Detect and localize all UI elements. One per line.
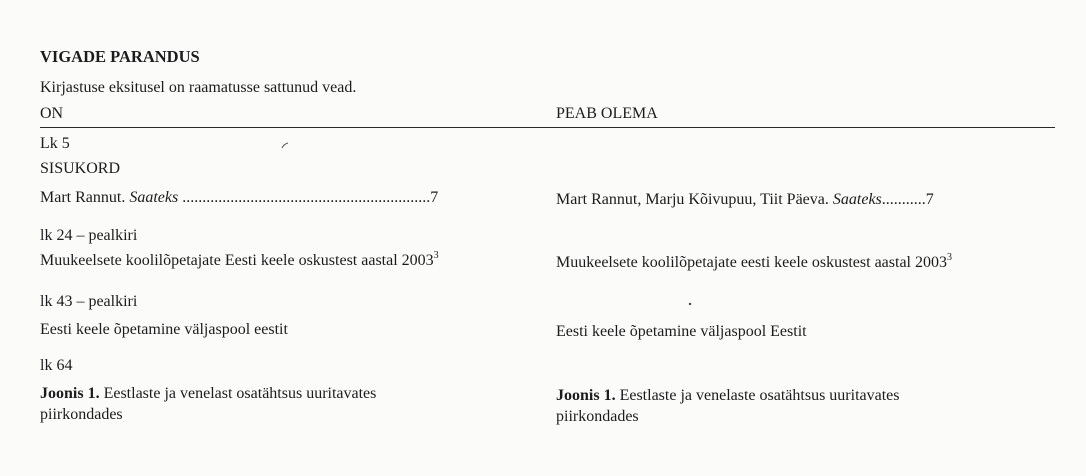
errata-title: VIGADE PARANDUS xyxy=(40,47,200,66)
scan-speck xyxy=(688,302,692,306)
section-sisukord: SISUKORD xyxy=(40,160,121,177)
correct-toc-title: Saateks xyxy=(832,191,882,208)
scan-speck xyxy=(281,142,289,150)
wrong-toc-author: Mart Rannut. xyxy=(40,189,126,206)
wrong-figure-caption xyxy=(40,383,376,425)
wrong-toc-leader: .............................................................. xyxy=(178,189,431,206)
section-lk24: lk 24 – pealkiri xyxy=(40,227,138,244)
wrong-heading-lk24 xyxy=(40,251,439,271)
wrong-toc-title: Saateks xyxy=(129,189,179,206)
column-header-on: ON xyxy=(40,105,64,122)
section-lk43: lk 43 – pealkiri xyxy=(40,293,138,310)
correct-figure-line2: piirkondades xyxy=(556,408,639,425)
wrong-figure-line1: Eestlaste ja venelast osatähtsus uuritavates xyxy=(99,385,377,402)
wrong-figure-label: Joonis 1. xyxy=(40,385,100,402)
header-divider xyxy=(40,127,1055,128)
correct-toc-entry xyxy=(556,190,934,210)
section-lk64: lk 64 xyxy=(40,357,73,374)
correct-heading-lk24-text: Muukeelsete koolilõpetajate eesti keele oskustest aastal 2003 xyxy=(556,254,947,271)
correct-heading-lk24-footnote: 3 xyxy=(947,252,952,263)
wrong-heading-lk24-footnote: 3 xyxy=(433,250,439,261)
correct-figure-line1: Eestlaste ja venelaste osatähtsus uuritavates xyxy=(615,387,900,404)
wrong-heading-lk43: Eesti keele õpetamine väljaspool eestit xyxy=(40,321,288,338)
correct-toc-leader: ........... xyxy=(881,191,926,208)
section-lk5: Lk 5 xyxy=(40,135,70,152)
wrong-toc-page: 7 xyxy=(430,189,439,206)
correct-toc-author: Mart Rannut, Marju Kõivupuu, Tiit Päeva. xyxy=(556,191,829,208)
wrong-heading-lk24-text: Muukeelsete koolilõpetajate Eesti keele oskustest aastal 2003 xyxy=(40,252,434,269)
column-header-peab-olema: PEAB OLEMA xyxy=(556,105,658,122)
correct-heading-lk43: Eesti keele õpetamine väljaspool Eestit xyxy=(556,323,807,340)
wrong-figure-line2: piirkondades xyxy=(40,406,123,423)
correct-toc-page: 7 xyxy=(925,191,934,208)
wrong-toc-entry xyxy=(40,188,438,208)
correct-heading-lk24 xyxy=(556,253,952,273)
correct-figure-caption xyxy=(556,385,899,427)
correct-figure-label: Joonis 1. xyxy=(556,387,616,404)
errata-intro: Kirjastuse eksitusel on raamatusse sattunud vead. xyxy=(40,79,357,96)
